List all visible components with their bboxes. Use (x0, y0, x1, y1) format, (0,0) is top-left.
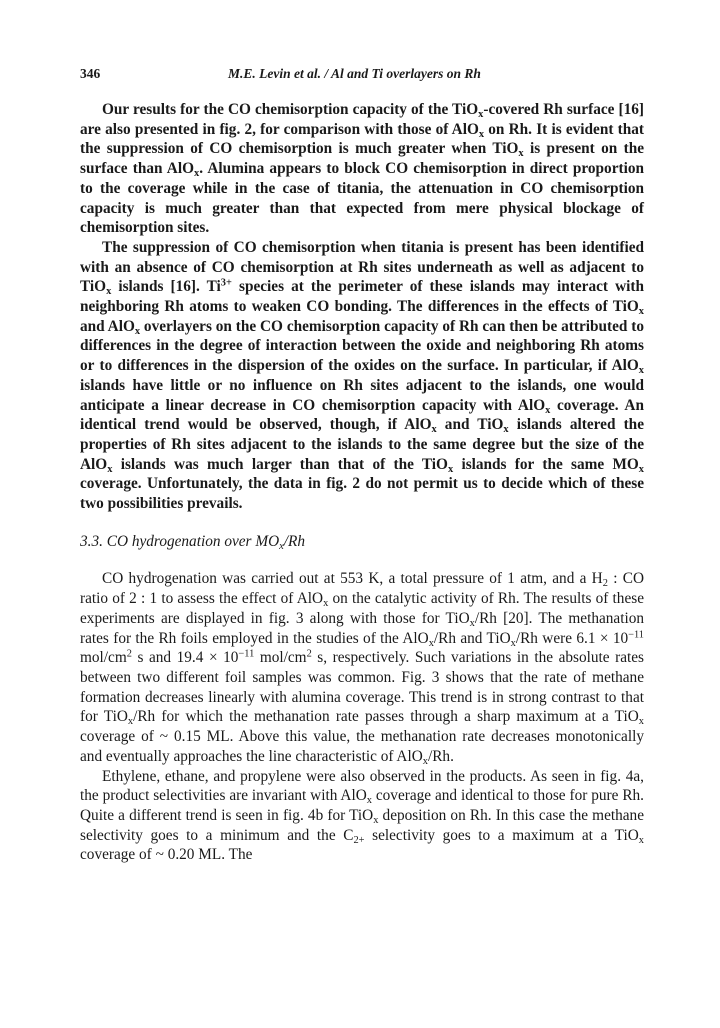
body-text (80, 100, 644, 865)
running-header (80, 66, 640, 86)
paragraph: The suppression of CO chemisorption when titania is present has been identified with an absence of CO chemisorption at Rh sites underneath as well as adjacent to TiO$_x$ islands [16]. $Ti^{3+}$ species at the perimeter of these islands may interact with neighboring Rh atoms to weaken CO bonding. The differences in the effects of TiO$_x$ and AlO$_x$ overlayers on the CO chemisorption capacity of Rh can then be attributed to differences in the degree of interaction between the oxide and neighboring Rh atoms or to differences in the dispersion of the oxides on the surface. In particular, if AlO$_x$ islands have little or no influence on Rh sites adjacent to the islands, one would anticipate a linear decrease in CO chemisorption capacity with AlO$_x$ coverage. An identical trend would be observed, though, if AlO$_x$ and TiO$_x$ islands altered the properties of Rh sites adjacent to the islands to the same degree but the size of the AlO$_x$ islands was much larger than that of the TiO$_x$ islands for the same $MO_x$ coverage. Unfortunately, the data in fig. 2 do not permit us to decide which of these two possibilities prevails. (80, 238, 644, 513)
paragraph: Our results for the CO chemisorption capacity of the TiO$_x$-covered Rh surface [16] are also presented in fig. 2, for comparison with those of AlO$_x$ on Rh. It is evident that the suppression of CO chemisorption is much greater when TiO$_x$ is present on the surface than AlO$_x$. Alumina appears to block CO chemisorption in direct proportion to the coverage while in the case of titania, the attenuation in CO chemisorption capacity is much greater than that expected from mere physical blockage of chemisorption sites. (80, 101, 645, 237)
paragraph: Ethylene, ethane, and propylene were also observed in the products. As seen in fig. 4a, the product selectivities are invariant with AlO$_x$ coverage and identical to those for pure Rh. Quite a different trend is seen in fig. 4b for TiO$_x$ deposition on Rh. In this case the methane selectivity goes to a minimum and the $C_{2+}$ selectivity goes to a maximum at a TiO$_x$ coverage of ~ 0.20 ML. The (80, 767, 644, 864)
page-number: 346 (80, 66, 101, 81)
section-heading: 3.3. CO hydrogenation over $MO_x/Rh$ (80, 532, 305, 552)
running-title: M.E. Levin et al. / Al and Ti overlayers on Rh (228, 66, 481, 81)
paragraph: CO hydrogenation was carried out at 553 K, a total pressure of 1 atm, and a $H_2$ : CO ratio of 2 : 1 to assess the effect of AlO$_x$ on the catalytic activity of Rh. The results of these experiments are displayed in fig. 3 along with those for TiO$_x$/Rh [20]. The methanation rates for the Rh foils employed in the studies of the AlO$_x$/Rh and TiO$_x$/Rh were $6.1 \times 10^{-11}$ mol/$cm^2$ s and $19.4 \times 10^{-11}$ mol/$cm^2$ s, respectively. Such variations in the absolute rates between two different foil samples was common. Fig. 3 shows that the rate of methane formation decreases linearly with alumina coverage. This trend is in strong contrast to that for TiO$_x$/Rh for which the methanation rate passes through a sharp maximum at a TiO$_x$ coverage of ~ 0.15 ML. Above this value, the methanation rate decreases monotonically and eventually approaches the line characteristic of AlO$_x$/Rh. (80, 570, 645, 767)
